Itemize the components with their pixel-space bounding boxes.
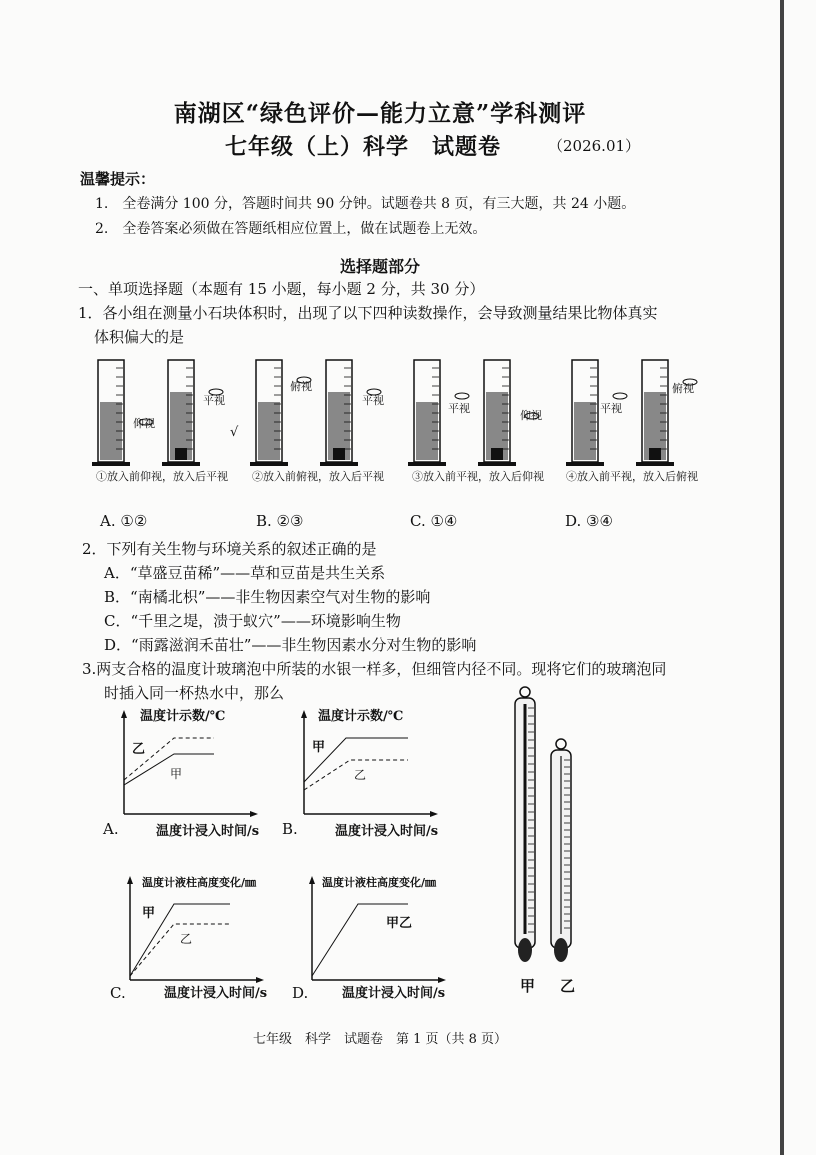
- chart-d-xlabel: 温度计浸入时间/s: [342, 986, 446, 1001]
- chart-c-lower: 乙: [180, 932, 193, 946]
- q3-option-d[interactable]: D.: [292, 984, 309, 1002]
- q3-option-a[interactable]: A.: [103, 820, 119, 838]
- chart-b-ylabel: 温度计示数/℃: [318, 709, 404, 724]
- eye-label: 仰视: [133, 417, 155, 430]
- eye-icon: [455, 393, 469, 399]
- eye-label: 平视: [600, 402, 622, 415]
- chart-b-xlabel: 温度计浸入时间/s: [335, 824, 439, 839]
- chart-d-upper: 甲乙: [386, 916, 413, 931]
- q2-stem: 2．下列有关生物与环境关系的叙述正确的是: [82, 540, 377, 558]
- q3-chart-b: [298, 710, 438, 820]
- chart-b-upper: 甲: [312, 740, 326, 755]
- q1-caption-4: ④放入前平视，放入后俯视: [566, 470, 698, 483]
- cylinder-base: [250, 462, 288, 466]
- eye-label: 平视: [203, 394, 225, 407]
- stone-block: [491, 448, 503, 460]
- stone-block: [333, 448, 345, 460]
- chart-a-lower: 甲: [170, 767, 183, 781]
- thermometer-label-yi: 乙: [560, 977, 576, 995]
- stone-block: [175, 448, 187, 460]
- chart-c-upper: 甲: [142, 906, 156, 921]
- tip-item: 1. 全卷满分 100 分，答题时间共 90 分钟。试题卷共 8 页，有三大题，共 24 小题。: [95, 196, 636, 212]
- eye-label: 平视: [448, 402, 470, 415]
- exam-date: （2026.01）: [548, 137, 641, 155]
- q2-option-c[interactable]: C．“千里之堤，溃于蚁穴”——环境影响生物: [104, 612, 401, 630]
- page-edge-shadow: [780, 0, 784, 1155]
- eye-icon: [613, 393, 627, 399]
- q3-chart-d: [306, 876, 446, 986]
- q2-option-d[interactable]: D．“雨露滋润禾苗壮”——非生物因素水分对生物的影响: [104, 636, 477, 654]
- q3-stem: 3.两支合格的温度计玻璃泡中所装的水银一样多，但细管内径不同。现将它们的玻璃泡同: [82, 660, 667, 678]
- cylinder-base: [320, 462, 358, 466]
- tips-heading: 温馨提示：: [80, 170, 156, 188]
- q3-chart-c: [124, 876, 264, 986]
- tip-item: 2. 全卷答案必须做在答题纸相应位置上，做在试题卷上无效。: [95, 221, 487, 237]
- q1-caption-1: ①放入前仰视，放入后平视: [96, 470, 228, 483]
- q2-option-a[interactable]: A．“草盛豆苗稀”——草和豆苗是共生关系: [104, 564, 386, 582]
- q3-thermometers-figure: [505, 684, 595, 974]
- check-mark: √: [230, 425, 239, 440]
- q1-caption-2: ②放入前俯视，放入后平视: [252, 470, 384, 483]
- page-footer: 七年级 科学 试题卷 第 1 页（共 8 页）: [252, 1032, 508, 1047]
- exam-subtitle: 七年级（上）科学 试题卷: [225, 134, 502, 160]
- eye-label: 俯视: [290, 380, 312, 393]
- cylinder-base: [566, 462, 604, 466]
- q2-option-b[interactable]: B．“南橘北枳”——非生物因素空气对生物的影响: [104, 588, 431, 606]
- thermometer-label-jia: 甲: [520, 977, 536, 995]
- cylinder-base: [92, 462, 130, 466]
- chart-a-xlabel: 温度计浸入时间/s: [156, 824, 260, 839]
- chart-c-ylabel: 温度计液柱高度变化/㎜: [142, 876, 257, 889]
- q1-caption-3: ③放入前平视，放入后仰视: [412, 470, 544, 483]
- part-heading: 一、单项选择题（本题有 15 小题，每小题 2 分，共 30 分）: [78, 280, 485, 298]
- q1-option-d[interactable]: D. ③④: [565, 512, 613, 530]
- cylinder-base: [478, 462, 516, 466]
- chart-b-lower: 乙: [354, 768, 367, 782]
- eye-label: 仰视: [520, 409, 542, 422]
- q1-option-c[interactable]: C. ①④: [410, 512, 458, 530]
- q1-stem: 1．各小组在测量小石块体积时，出现了以下四种读数操作，会导致测量结果比物体真实: [78, 304, 658, 322]
- q3-chart-a: [118, 710, 258, 820]
- stone-block: [649, 448, 661, 460]
- chart-a-upper: 乙: [132, 742, 146, 757]
- eye-label: 俯视: [672, 382, 694, 395]
- q1-stem-cont: 体积偏大的是: [94, 328, 185, 346]
- section-title: 选择题部分: [339, 257, 420, 276]
- exam-title: 南湖区“绿色评价—能力立意”学科测评: [173, 100, 587, 127]
- cylinder-base: [162, 462, 200, 466]
- eye-label: 平视: [362, 394, 384, 407]
- q1-option-b[interactable]: B. ②③: [256, 512, 304, 530]
- q3-stem-cont: 时插入同一杯热水中，那么: [104, 684, 285, 702]
- chart-a-ylabel: 温度计示数/℃: [140, 709, 226, 724]
- q1-option-a[interactable]: A. ①②: [100, 512, 148, 530]
- cylinder-base: [408, 462, 446, 466]
- q3-option-c[interactable]: C.: [110, 984, 126, 1002]
- cylinder-base: [636, 462, 674, 466]
- chart-d-ylabel: 温度计液柱高度变化/㎜: [322, 876, 437, 889]
- chart-c-xlabel: 温度计浸入时间/s: [164, 986, 268, 1001]
- q3-option-b[interactable]: B.: [282, 820, 298, 838]
